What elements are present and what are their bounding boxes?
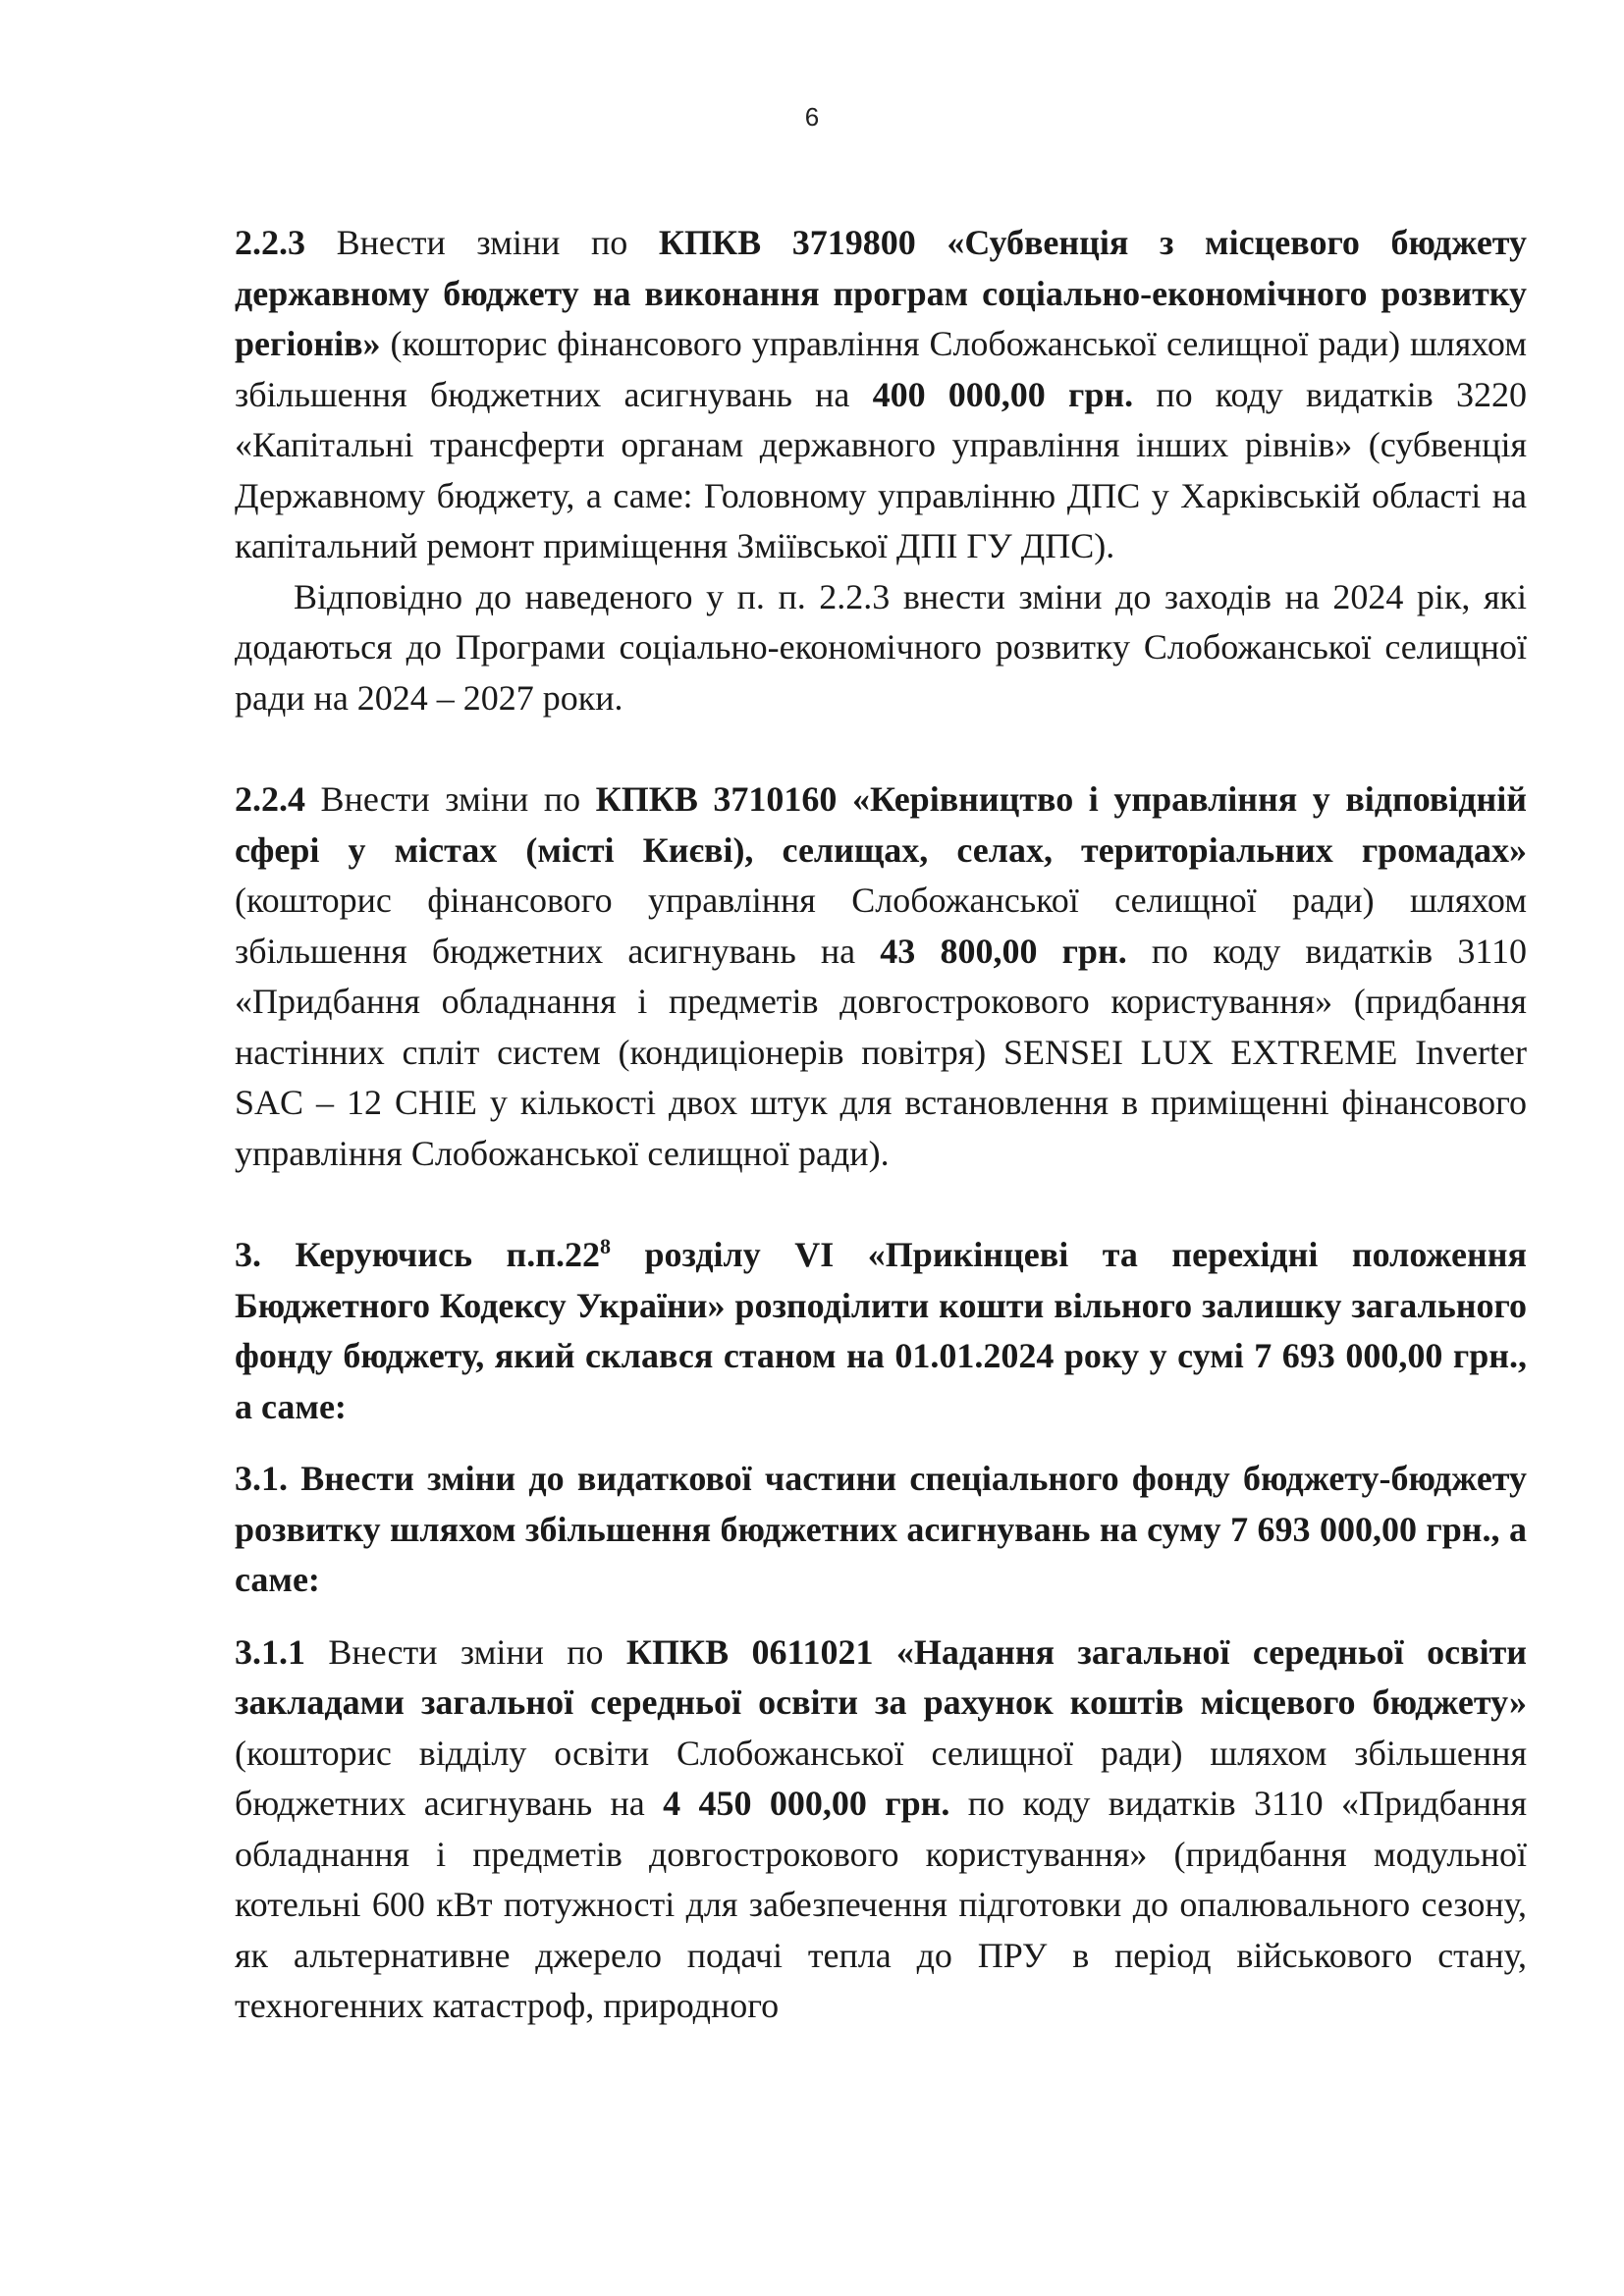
paragraph-text: по коду видатків 3110 «Придбання обладнання і предметів довгострокового користування» (придбання настінних спліт систем (кондиціонерів повітря) SENSEI LUX EXTREME Inverter SAC – 12 CHIE у кількості двох штук для встановлення в приміщенні фінансового управління Слобожанської селищної ради). [235, 931, 1527, 1173]
section-3-text: 3. Керуючись п.п.22 [235, 1235, 600, 1274]
paragraph-text: Внести зміни по [305, 779, 596, 819]
paragraph-text: по коду видатків 3220 «Капітальні трансферти органам державного управління інших рівнів» (субвенція Державному бюджету, а саме: Головному управлінню ДПС у Харківській області на капітальний ремонт приміщення Зміївської ДПІ ГУ ДПС). [235, 374, 1527, 565]
paragraph-text: (кошторис фінансового управління Слобожанської селищної ради) шляхом збільшення бюджетних асигнувань на [235, 324, 1527, 414]
paragraph-2-2-3-note: Відповідно до наведеного у п. п. 2.2.3 внести зміни до заходів на 2024 рік, які додаються до Програми соціально-економічного розвитку Слобожанської селищної ради на 2024 – 2027 роки. [235, 576, 1527, 718]
section-number: 2.2.3 [235, 223, 305, 262]
paragraph-text: (кошторис відділу освіти Слобожанської селищної ради) шляхом збільшення бюджетних асигнувань на [235, 1733, 1527, 1823]
paragraph-text: Внести зміни по [305, 1631, 626, 1672]
kpkv-title: КПКВ 0611021 «Надання загальної середньої освіти закладами загальної середньої освіти за рахунок коштів місцевого бюджету» [235, 1631, 1528, 1722]
section-number: 2.2.4 [235, 779, 305, 819]
paragraph-2-2-4 [235, 774, 1527, 1179]
section-3-heading [235, 1235, 1527, 1426]
paragraph-text: по коду видатків 3110 «Придбання обладнання і предметів довгострокового користування» (придбання модульної котельні 600 кВт потужності для забезпечення підготовки до опалювального сезону, як альтернативне джерело подачі тепла до ПРУ в період військового стану, техногенних катастроф, природного [235, 1784, 1527, 2025]
paragraph-3-1 [235, 1454, 1527, 1606]
page-number: 6 [804, 102, 820, 132]
paragraph-text: (кошторис фінансового управління Слобожанської селищної ради) шляхом збільшення бюджетних асигнувань на [235, 881, 1527, 971]
superscript: 8 [599, 1234, 611, 1258]
section-number: 3.1.1 [235, 1631, 305, 1672]
paragraph-2-2-3 [235, 218, 1527, 572]
amount: 400 000,00 грн. [872, 374, 1134, 414]
amount: 4 450 000,00 грн. [663, 1784, 950, 1823]
paragraph-text: Внести зміни по [305, 223, 659, 262]
amount: 43 800,00 грн. [880, 931, 1127, 971]
paragraph-3 [235, 1230, 1527, 1432]
section-3-text: розділу VI «Прикінцеві та перехідні положення Бюджетного Кодексу України» розподілити кошти вільного залишку загального фонду бюджету, який склався станом на 01.01.2024 року у сумі 7 693 000,00 грн., а саме: [235, 1235, 1527, 1426]
kpkv-title: КПКВ 3719800 «Субвенція з місцевого бюджету державному бюджету на виконання програм соціально-економічного розвитку регіонів» [235, 223, 1528, 363]
section-3-1-heading: 3.1. Внести зміни до видаткової частини спеціального фонду бюджету-бюджету розвитку шляхом збільшення бюджетних асигнувань на суму 7 693 000,00 грн., а саме: [235, 1459, 1527, 1599]
kpkv-title: КПКВ 3710160 «Керівництво і управління у відповідній сфері у містах (місті Києві), селищах, селах, територіальних громадах» [235, 779, 1527, 870]
document-body [235, 218, 1527, 2032]
paragraph-3-1-1 [235, 1628, 1527, 2032]
